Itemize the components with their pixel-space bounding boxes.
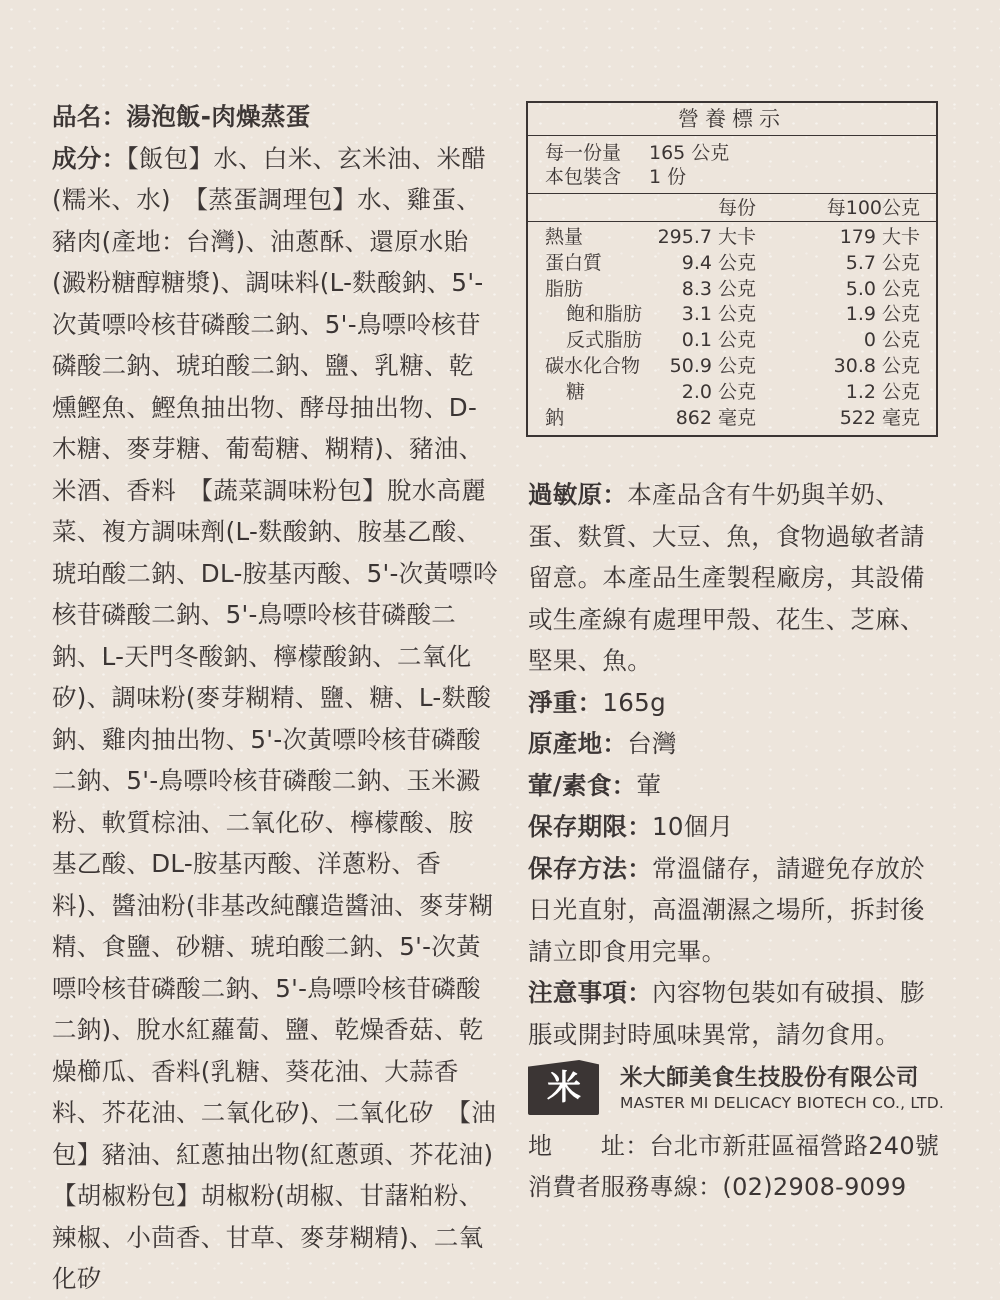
diet-label: 葷/素食： (528, 770, 637, 800)
company-contact (528, 1126, 968, 1208)
storage-method (528, 848, 948, 973)
ingredients-label: 成分： (52, 143, 127, 173)
origin-value: 台灣 (627, 729, 677, 758)
nutrient-per-100g: 5.0 公克 (845, 277, 920, 300)
product-name-label: 品名： (52, 102, 127, 131)
company-logo-char: 米 (547, 1068, 581, 1108)
nutrition-rows (528, 222, 936, 431)
storage-label: 保存方法： (528, 853, 652, 883)
serving-size-label: 每一份量 (545, 142, 622, 164)
allergen-info (528, 474, 948, 682)
allergen-label: 過敏原： (528, 480, 628, 509)
shelf-life (528, 806, 948, 848)
company-name-en: MASTER MI DELICACY BIOTECH CO., LTD. (620, 1094, 944, 1112)
shelf-life-label: 保存期限： (528, 812, 652, 841)
nutrient-per-100g: 5.7 公克 (845, 251, 920, 274)
product-details (528, 474, 948, 1055)
nutrient-per-100g: 0 公克 (863, 329, 920, 352)
nutrient-per-100g: 1.9 公克 (845, 303, 920, 326)
product-info (52, 96, 519, 1300)
address-label: 地 址： (528, 1132, 650, 1160)
hotline-value: (02)2908-9099 (722, 1173, 907, 1201)
nutrient-name: 脂肪 (545, 277, 584, 300)
nutrition-row (528, 380, 936, 406)
notes (528, 972, 948, 1055)
nutrient-per-serving: 3.1 公克 (681, 303, 756, 326)
nutrition-facts-table (526, 101, 938, 437)
company-name-zh: 米大師美食生技股份有限公司 (620, 1065, 920, 1091)
nutrient-name: 飽和脂肪 (566, 303, 643, 326)
nutrition-row (528, 406, 936, 432)
nutrient-name: 糖 (566, 380, 586, 403)
ingredients-text: 【飯包】水、白米、玄米油、米醋(糯米、水) 【蒸蛋調理包】水、雞蛋、豬肉(產地：台灣)、油蔥酥、還原水貽(澱粉糖醇糖漿)、調味料(L-麩酸鈉、5'-次黃嘌呤核苷磷酸二鈉、5'-鳥嘌呤核苷磷酸二鈉、琥珀酸二鈉、鹽、乳糖、乾燻鰹魚、鰹魚抽出物、酵母抽出物、D-木糖、麥芽糖、葡萄糖、糊精)、豬油、米酒、香料 【蔬菜調味粉包】脫水高麗菜、複方調味劑(L-麩酸鈉、胺基乙酸、琥珀酸二鈉、DL-胺基丙酸、5'-次黃嘌呤核苷磷酸二鈉、5'-鳥嘌呤核苷磷酸二鈉、L-天門冬酸鈉、檸檬酸鈉、二氧化矽)、調味粉(麥芽糊精、鹽、糖、L-麩酸鈉、雞肉抽出物、5'-次黃嘌呤核苷磷酸二鈉、5'-鳥嘌呤核苷磷酸二鈉、玉米澱粉、軟質棕油、二氧化矽、檸檬酸、胺基乙酸、DL-胺基丙酸、洋蔥粉、香料)、醬油粉(非基改純釀造醬油、麥芽糊精、食鹽、砂糖、琥珀酸二鈉、5'-次黃嘌呤核苷磷酸二鈉、5'-鳥嘌呤核苷磷酸二鈉)、脫水紅蘿蔔、鹽、乾燥香菇、乾燥櫛瓜、香料(乳糖、葵花油、大蒜香料、芥花油、二氧化矽)、二氧化矽 【油包】豬油、紅蔥抽出物(紅蔥頭、芥花油) 【胡椒粉包】胡椒粉(胡椒、甘藷粕粉、辣椒、小茴香、甘草、麥芽糊精)、二氧化矽 (52, 143, 519, 1293)
nutrient-per-100g: 179 大卡 (839, 226, 920, 248)
nutrient-name: 碳水化合物 (545, 354, 641, 377)
origin (528, 723, 948, 765)
allergen-text: 本產品含有牛奶與羊奶、蛋、麩質、大豆、魚，食物過敏者請留意。本產品生產製程廠房，其設備或生產線有處理甲殼、花生、芝麻、堅果、魚。 (528, 480, 925, 675)
nutrition-row (528, 251, 936, 277)
nutrition-row (528, 277, 936, 303)
nutrient-name: 蛋白質 (545, 251, 603, 274)
net-weight-value: 165g (602, 687, 666, 717)
company-address (528, 1126, 968, 1167)
nutrient-per-serving: 8.3 公克 (681, 277, 756, 300)
servings-label: 本包裝含 (545, 166, 622, 188)
col-per-100g: 每100公克 (826, 197, 920, 219)
address-value: 台北市新莊區福營路240號 (649, 1132, 940, 1160)
nutrient-name: 熱量 (545, 226, 584, 248)
nutrient-per-serving: 862 毫克 (675, 406, 756, 429)
notes-label: 注意事項： (528, 978, 652, 1007)
shelf-life-value: 10個月 (652, 812, 734, 841)
nutrient-name: 反式脂肪 (566, 329, 643, 352)
storage-text: 常溫儲存，請避免存放於日光直射，高溫潮濕之場所，拆封後請立即食用完畢。 (528, 853, 925, 966)
product-name (52, 96, 498, 138)
serving-size-value: 165 公克 (649, 142, 730, 164)
nutrient-name: 鈉 (545, 406, 565, 429)
nutrition-row (528, 302, 936, 328)
nutrition-row (528, 328, 936, 354)
nutrient-per-100g: 522 毫克 (839, 406, 920, 429)
nutrient-per-serving: 2.0 公克 (681, 380, 756, 403)
diet-value: 葷 (636, 770, 662, 800)
nutrient-per-serving: 9.4 公克 (681, 251, 756, 274)
net-weight-label: 淨重： (528, 687, 603, 717)
nutrition-column-headers (528, 194, 936, 222)
nutrient-per-100g: 1.2 公克 (845, 380, 920, 403)
company-block (528, 1060, 968, 1118)
nutrient-per-100g: 30.8 公克 (833, 354, 920, 377)
diet-type (528, 765, 948, 807)
company-hotline (528, 1167, 968, 1208)
col-per-serving: 每份 (717, 197, 756, 219)
product-name-value: 湯泡飯-肉燥蒸蛋 (126, 102, 311, 131)
hotline-label: 消費者服務專線： (528, 1173, 723, 1201)
nutrient-per-serving: 295.7 大卡 (657, 226, 756, 248)
nutrition-row (528, 225, 936, 251)
nutrition-row (528, 354, 936, 380)
servings-value: 1 份 (649, 166, 687, 188)
nutrition-title: 營養標示 (528, 103, 936, 136)
nutrient-per-serving: 0.1 公克 (681, 329, 756, 352)
origin-label: 原產地： (528, 729, 628, 758)
notes-text: 內容物包裝如有破損、膨脹或開封時風味異常，請勿食用。 (528, 978, 925, 1049)
ingredients (52, 138, 519, 1300)
net-weight (528, 682, 948, 724)
nutrition-serving-info (528, 136, 936, 194)
nutrient-per-serving: 50.9 公克 (669, 354, 756, 377)
